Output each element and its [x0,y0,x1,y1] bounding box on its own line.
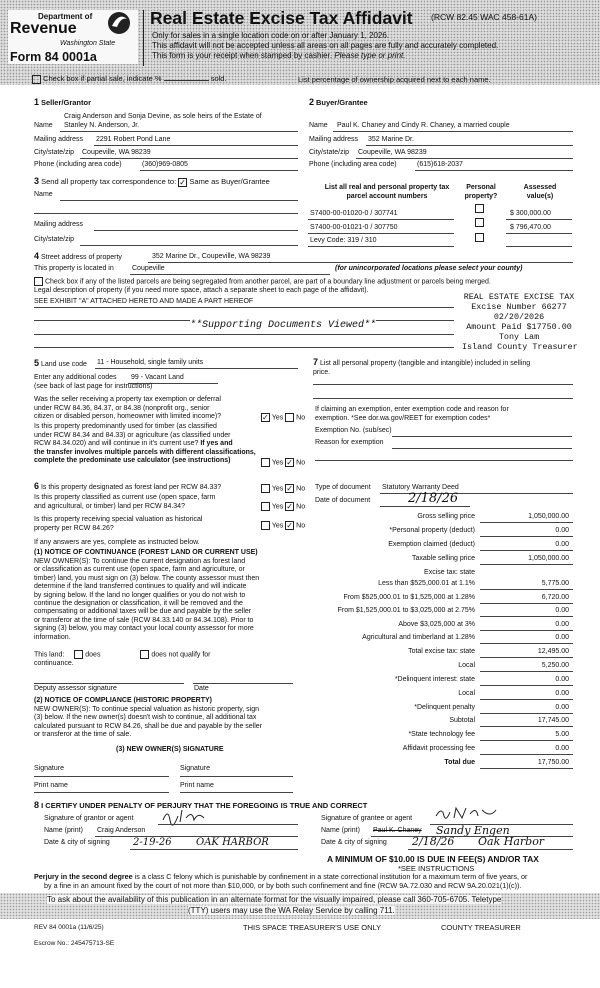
tax-label: Above $3,025,000 at 3% [398,621,475,628]
historic-question: Is this property receiving special valuation as historical property per RCW 84.26? [34,516,203,532]
tax-value-underline [480,754,573,755]
tax-value-underline [480,685,573,686]
same-as-buyer-checkbox[interactable]: ✓ [179,177,186,187]
tax-label: *Delinquent interest: state [394,676,475,683]
historic-yes-no: Yes ✓ No [261,521,305,530]
grantee-date-label: Date & city of signing [321,839,387,846]
corr-city-label: City/state/zip [34,236,75,243]
partial-list-note: List percentage of ownership acquired next to each name. [298,75,491,84]
owner-signature-label-2: Signature [180,765,210,772]
tax-value-underline [480,713,573,714]
parcel-row-2[interactable]: S7400-00-01021-0 / 307750 [310,224,398,231]
additional-codes[interactable]: 99 - Vacant Land [131,374,184,381]
street-label-row: 4 Street address of property [34,251,122,261]
land-use-label: 5 Land use code [34,358,87,368]
levy-code[interactable]: Levy Code: 319 / 310 [310,237,377,244]
tax-value[interactable]: 0.00 [555,704,569,711]
tax-label: Total excise tax: state [408,648,475,655]
forest-question: 6 Is this property designated as forest land per RCW 84.33? [34,481,222,491]
notice2-title: (2) NOTICE OF COMPLIANCE (HISTORIC PROPERTY) [34,697,212,704]
tax-label: *Personal property (deduct) [389,527,475,534]
seller-phone[interactable]: (360)969-0805 [142,161,188,168]
tax-value[interactable]: 6,720.00 [541,594,569,601]
timber-yes-checkbox[interactable] [261,458,270,467]
treasurer-stamp: REAL ESTATE EXCISE TAX Excise Number 66277 02/20/2026 Amount Paid $17750.00 Tony Lam Island County Treasurer [462,292,578,352]
current-use-yes-checkbox[interactable] [261,502,270,511]
owner-print-label-2: Print name [180,782,214,789]
tax-label: Subtotal [449,717,475,724]
see-back-note: (see back of last page for instructions) [34,383,153,390]
forest-no-checkbox[interactable]: ✓ [286,484,293,493]
buyer-name-label: Name [309,122,328,129]
dept-line2: Revenue [10,20,77,37]
dept-line3: Washington State [60,40,116,47]
personal-checkbox-3[interactable] [475,233,484,242]
access-line1: To ask about the availability of this publication in an alternate format for the visually impaired, please call 360-705-6705. Teletype [47,895,502,904]
segregated-row: Check box if any of the listed parcels are being segregated from another parcel, are part of a boundary line adjustment or parcels being merged. [34,277,491,286]
exemption-no-label: Exemption No. (sub/sec) [315,427,392,434]
tax-value-underline [480,616,573,617]
grantor-name[interactable]: Craig Anderson [97,827,146,834]
tax-value[interactable]: 5,775.00 [541,580,569,587]
rev-number: REV 84 0001a (11/6/25) [34,924,104,931]
tax-label: Local [458,690,475,697]
see-instructions: *SEE INSTRUCTIONS [398,864,475,873]
owner-signature-label-1: Signature [34,765,64,772]
grantor-city[interactable]: OAK HARBOR [196,837,269,848]
exemption-question: Was the seller receiving a property tax exemption or deferral under RCW 84.36, 84.37, or 84.38 (nonprofit org., senior citizen or disabled person, homeowner with limited income)? [34,396,222,421]
tax-value-underline [480,589,573,590]
buyer-phone-label: Phone (including area code) [309,161,397,168]
grantor-name-label: Name (print) [44,827,83,834]
buyer-heading: 2 Buyer/Grantee [309,97,368,107]
property-street[interactable]: 352 Marine Dr., Coupeville, WA 98239 [152,253,271,260]
grantee-city[interactable]: Oak Harbor [478,835,545,848]
tax-label: *State technology fee [408,731,475,738]
tax-value-underline [480,643,573,644]
seller-city-label: City/state/zip [34,149,75,156]
doc-date-label: Date of document [315,497,371,504]
tax-value[interactable]: 0.00 [555,690,569,697]
grantee-name-struck: Paul K. Chaney [373,827,422,834]
corr-name-label: Name [34,191,53,198]
legal-label: Legal description of property (if you need more space, attach a separate sheet to each page of the affidavit). [34,287,369,294]
doc-type-label: Type of document [315,484,371,491]
grantor-date-label: Date & city of signing [44,839,110,846]
doc-date[interactable]: 2/18/26 [408,491,459,506]
tax-value-underline [480,657,573,658]
tax-label: Gross selling price [417,513,475,520]
additional-codes-label: Enter any additional codes [34,374,117,381]
tax-label: Taxable selling price [411,555,475,562]
treasurer-use-only: THIS SPACE TREASURER'S USE ONLY [243,923,382,932]
tax-label: Less than $525,000.01 at 1.1% [378,580,475,587]
header-note1: Only for sales in a single location code on or after January 1, 2026. [152,31,390,40]
buyer-city-label: City/state/zip [309,149,350,156]
tax-label: From $525,000.01 to $1,525,000 at 1.28% [343,594,475,601]
located-label: This property is located in [34,265,114,272]
tax-value-underline [480,671,573,672]
header-note3: This form is your receipt when stamped by cashier. Please type or print. [152,51,406,60]
minimum-due-note: A MINIMUM OF $10.00 IS DUE IN FEE(S) AND/OR TAX [327,854,539,864]
assessed-value-1[interactable]: $ 300,000.00 [510,210,551,217]
notice2-text: NEW OWNER(S): To continue special valuation as historic property, sign (3) below. If the new owner(s) doesn't wish to continue, all additional tax calculated pursuant to RCW 84.26, shall be due and payable by the seller or transferor at the time of sale. [34,706,263,739]
tax-value-underline [480,699,573,700]
tax-value-underline [480,522,573,523]
tax-label: From $1,525,000.01 to $3,025,000 at 2.75% [337,607,475,614]
grantor-date[interactable]: 2-19-26 [133,837,172,848]
historic-no-checkbox[interactable]: ✓ [286,521,293,530]
timber-yes-no: Yes ✓ No [261,458,305,467]
county-treasurer: COUNTY TREASURER [441,923,521,932]
forest-yes-checkbox[interactable] [261,484,270,493]
timber-no-checkbox[interactable]: ✓ [286,458,293,467]
personal-col-header: Personal property? [464,184,498,200]
grantee-name[interactable]: Sandy Engen [436,824,510,837]
parcel-col-header: List all real and personal property tax parcel account numbers [324,184,450,200]
notice1-title: (1) NOTICE OF CONTINUANCE (FOREST LAND OR CURRENT USE) [34,549,258,556]
supporting-docs-stamp: **Supporting Documents Viewed** [190,320,377,331]
current-use-no-checkbox[interactable]: ✓ [286,502,293,511]
does-not-qualify-checkbox[interactable] [140,650,149,659]
header-note2: This affidavit will not be accepted unless all areas on all pages are fully and accurately completed. [152,41,499,50]
tax-value[interactable]: 0.00 [555,676,569,683]
dor-logo-icon [106,10,132,36]
buyer-mailing[interactable]: 352 Marine Dr. [368,136,414,143]
dept-line1: Department of [38,12,93,21]
access-line2: (TTY) users may use the WA Relay Service by calling 711. [188,906,395,915]
header-divider [143,10,144,66]
if-yes-note: If any answers are yes, complete as instructed below. [34,539,200,546]
buyer-city[interactable]: Coupeville, WA 98239 [358,149,427,156]
seller-name-label: Name [34,122,53,129]
grantor-signature[interactable] [160,806,220,826]
buyer-mailing-label: Mailing address [309,136,359,143]
continuance-word: continuance. [34,660,74,667]
grantee-name-label: Name (print) [321,827,360,834]
tax-value[interactable]: 0.00 [555,745,569,752]
tax-value[interactable]: 0.00 [555,541,569,548]
exemption-yes-checkbox[interactable]: ✓ [262,413,269,422]
this-land-row: This land: does does not qualify for [34,651,211,659]
grantee-date[interactable]: 2/18/26 [412,835,455,848]
seller-mailing-label: Mailing address [34,136,84,143]
tax-label: Local [458,662,475,669]
land-use-code[interactable]: 11 - Household, single family units [97,359,204,366]
tax-label: *Delinquent penalty [414,704,475,711]
form-number: Form 84 0001a [10,50,97,64]
tax-value-underline [480,726,573,727]
parcel-row-1[interactable]: S7400-00-01020-0 / 307741 [310,210,398,217]
notice1-text: NEW OWNER(S): To continue the current designation as forest land or classification as current use (open space, farm and agriculture, or timber) land, you must sign on (3) below. The county assessor must then determine if the land transferred continues to qualify and will indicate by signing below. If the land no longer qualifies or you do not wish to continue the designation or classification, it will be removed and the compensating or additional taxes will be due and payable by the seller or transferor at the time of sale (RCW 84.33.140 or 84.34.108). Prior to signing (3) below, you may contact your local county assessor for more information. [34,558,260,641]
located-note: (for unincorporated locations please select your county) [335,265,523,272]
seller-phone-label: Phone (including area code) [34,161,122,168]
grantee-signature[interactable] [432,804,512,824]
timber-question: Is this property predominantly used for timber (as classified under RCW 84.34 and 84.33) or agriculture (as classified under RCW 84.34.020) and will continue in it's current use? If yes and the transfer involves multiple parcels with different classifications, complete the predominate use calculator (see instructions) [34,423,256,465]
tax-value[interactable]: 12,495.00 [537,648,569,655]
tax-label: Affidavit processing fee [402,745,475,752]
perjury-notice: Perjury in the second degree is a class C felony which is punishable by confinement in a state correctional institution for a maximum term of five years, or by a fine in an amount fixed by the court of not more than $10,000, or by both such confinement and fine (RCW 9A.72.030 and RCW 9A.20.021(1)(c)). [34,872,528,890]
exemption-no-checkbox[interactable] [285,413,294,422]
tax-value-underline [480,768,573,769]
tax-value[interactable]: 0.00 [555,607,569,614]
doc-type[interactable]: Statutory Warranty Deed [382,484,459,491]
tax-value[interactable]: 0.00 [555,527,569,534]
forest-yes-no: Yes ✓ No [261,484,305,493]
buyer-name[interactable]: Paul K. Chaney and Cindy R. Chaney, a married couple [337,122,510,129]
tax-value[interactable]: 5.00 [555,731,569,738]
tax-value[interactable]: 0.00 [555,621,569,628]
tax-value-underline [480,550,573,551]
seller-city[interactable]: Coupeville, WA 98239 [82,149,151,156]
tax-value[interactable]: 1,050,000.00 [528,555,569,562]
tax-value-underline [480,740,573,741]
deputy-signature-label: Deputy assessor signature [34,685,117,692]
personal-checkbox-1[interactable] [475,204,484,213]
form-rcw: (RCW 82.45 WAC 458-61A) [431,12,537,22]
reason-label: Reason for exemption [315,439,384,446]
corr-mailing-label: Mailing address [34,221,84,228]
tax-value[interactable]: 0.00 [555,634,569,641]
current-use-question: Is this property classified as current use (open space, farm and agricultural, or timber) land per RCW 84.34? [34,494,216,510]
tax-value[interactable]: 5,250.00 [541,662,569,669]
notice3-title: (3) NEW OWNER(S) SIGNATURE [116,746,224,753]
certify-heading: 8 I CERTIFY UNDER PENALTY OF PERJURY THAT THE FOREGOING IS TRUE AND CORRECT [34,800,368,810]
grantee-signature-label: Signature of grantee or agent [321,815,413,822]
tax-value[interactable]: 1,050,000.00 [528,513,569,520]
seller-mailing[interactable]: 2291 Robert Pond Lane [96,136,171,143]
escrow-number: Escrow No.: 245475713-SE [34,940,115,947]
seller-name-line1: Craig Anderson and Sonja Devine, as sole heirs of the Estate of [64,113,262,120]
partial-sale-checkbox[interactable] [32,75,41,84]
exemption-claim-text: If claiming an exemption, enter exemption code and reason for exemption. *See dor.wa.gov/REET for exemption codes* [315,406,509,422]
tax-label: Excise tax: state [424,569,475,576]
form-title: Real Estate Excise Tax Affidavit [150,8,413,28]
historic-yes-checkbox[interactable] [261,521,270,530]
current-use-yes-no: Yes ✓ No [261,502,305,511]
tax-label: Agricultural and timberland at 1.28% [362,634,475,641]
tax-label: Total due [444,759,475,766]
segregated-checkbox[interactable] [34,277,43,286]
tax-value-underline [480,536,573,537]
deputy-date-label: Date [194,685,209,692]
owner-print-label-1: Print name [34,782,68,789]
assessed-value-2[interactable]: $ 796,470.00 [510,224,551,231]
exemption-yes-no: ✓ Yes No [262,413,306,422]
tax-label: Exemption claimed (deduct) [388,541,475,548]
tax-value-underline [480,564,573,565]
tax-value[interactable]: 17,750.00 [537,759,569,766]
personal-checkbox-2[interactable] [475,218,484,227]
assessed-col-header: Assessed value(s) [523,184,557,200]
correspondence-row: 3 Send all property tax correspondence to: ✓ Same as Buyer/Grantee [34,176,270,187]
seller-heading: 1 Seller/Grantor [34,97,91,107]
buyer-phone[interactable]: (615)618-2037 [417,161,463,168]
partial-sale-row: Check box if partial sale, indicate % sold. [32,74,227,84]
seller-name-line2[interactable]: Stanley N. Anderson, Jr. [64,122,140,129]
tax-value-underline [480,603,573,604]
property-located[interactable]: Coupeville [132,265,165,272]
legal-description[interactable]: SEE EXHIBIT "A" ATTACHED HERETO AND MADE A PART HEREOF [34,298,254,305]
personal-property-heading: 7 List all personal property (tangible and intangible) included in selling price. [313,357,531,376]
does-qualify-checkbox[interactable] [74,650,83,659]
tax-value-underline [480,630,573,631]
grantor-signature-label: Signature of grantor or agent [44,815,134,822]
tax-value[interactable]: 17,745.00 [537,717,569,724]
